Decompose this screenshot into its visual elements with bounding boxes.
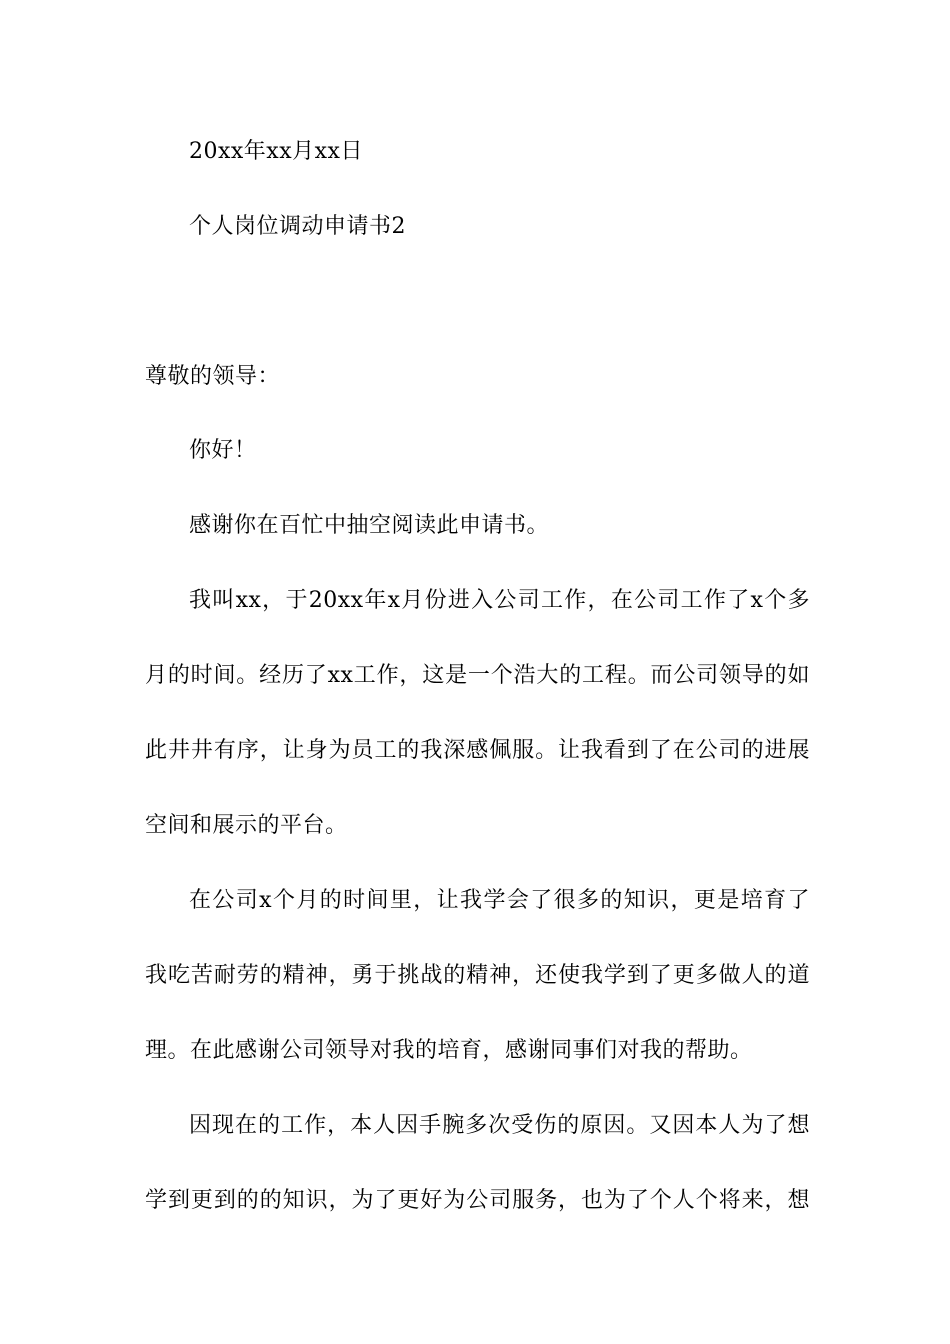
paragraph-2-line-2: 我吃苦耐劳的精神，勇于挑战的精神，还使我学到了更多做人的道 <box>145 963 810 988</box>
date-line: 20xx年xx月xx日 <box>189 139 363 164</box>
paragraph-2-line-3: 理。在此感谢公司领导对我的培育，感谢同事们对我的帮助。 <box>145 1038 753 1063</box>
paragraph-1-line-2: 月的时间。经历了xx工作，这是一个浩大的工程。而公司领导的如 <box>145 663 810 688</box>
paragraph-1-line-4: 空间和展示的平台。 <box>145 813 348 838</box>
thanks-line: 感谢你在百忙中抽空阅读此申请书。 <box>189 513 550 538</box>
paragraph-2-line-1: 在公司x个月的时间里，让我学会了很多的知识，更是培育了 <box>189 888 810 913</box>
paragraph-3-line-2: 学到更到的的知识，为了更好为公司服务，也为了个人个将来，想 <box>145 1188 810 1213</box>
paragraph-1-line-1: 我叫xx，于20xx年x月份进入公司工作，在公司工作了x个多 <box>189 588 810 613</box>
document-title: 个人岗位调动申请书2 <box>189 214 406 239</box>
greeting: 你好！ <box>189 438 257 463</box>
paragraph-1-line-3: 此井井有序，让身为员工的我深感佩服。让我看到了在公司的进展 <box>145 738 810 763</box>
paragraph-3-line-1: 因现在的工作，本人因手腕多次受伤的原因。又因本人为了想 <box>189 1113 810 1138</box>
salutation: 尊敬的领导： <box>145 364 281 389</box>
